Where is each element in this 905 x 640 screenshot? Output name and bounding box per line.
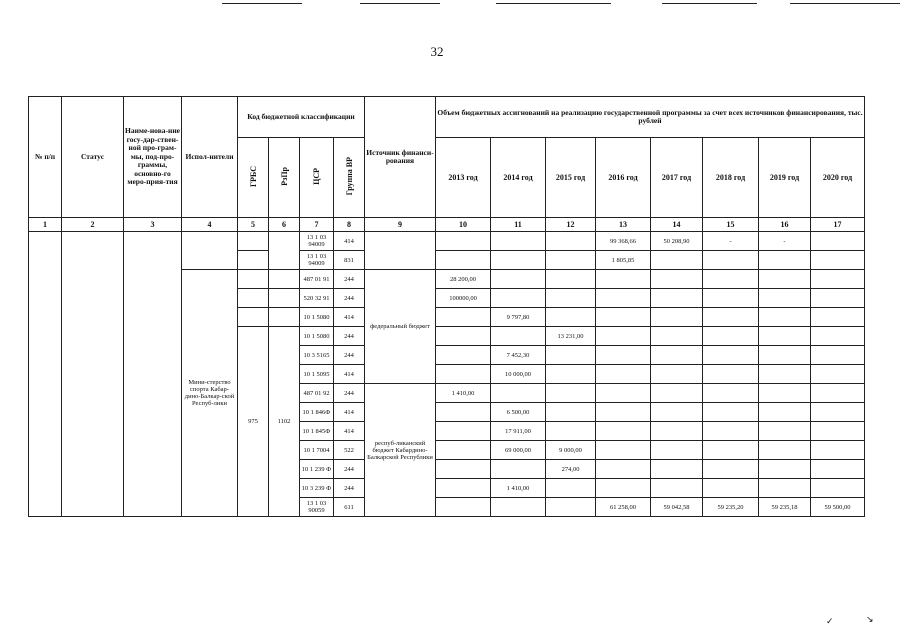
value-cell (546, 232, 596, 251)
header-year: 2017 год (651, 138, 703, 218)
value-cell (811, 479, 865, 498)
value-cell (759, 365, 811, 384)
value-cell (811, 403, 865, 422)
csr-cell: 13 1 03 90059 (300, 498, 334, 517)
value-cell (436, 346, 491, 365)
header-source: Источник финанси-рования (365, 97, 436, 218)
header-year: 2019 год (759, 138, 811, 218)
value-cell (651, 251, 703, 270)
column-number: 6 (269, 218, 300, 232)
value-cell (811, 460, 865, 479)
value-cell (491, 460, 546, 479)
grbs-merged-cell: 975 (238, 327, 269, 517)
value-cell (436, 460, 491, 479)
value-cell (759, 403, 811, 422)
value-cell (491, 384, 546, 403)
value-cell (703, 441, 759, 460)
value-cell (596, 270, 651, 289)
vr-cell: 244 (334, 289, 365, 308)
value-cell (811, 384, 865, 403)
value-cell (759, 308, 811, 327)
value-cell: 1 805,85 (596, 251, 651, 270)
header-year: 2015 год (546, 138, 596, 218)
column-number: 1 (29, 218, 62, 232)
vr-cell: 244 (334, 479, 365, 498)
executor-cell-top (182, 232, 238, 270)
value-cell (596, 403, 651, 422)
value-cell (436, 403, 491, 422)
value-cell (703, 384, 759, 403)
rzpr-cell (269, 308, 300, 327)
value-cell (546, 384, 596, 403)
source-cell-top (365, 232, 436, 270)
csr-cell: 10 1 239 Ф (300, 460, 334, 479)
value-cell (759, 384, 811, 403)
column-number: 16 (759, 218, 811, 232)
value-cell: 59 235,20 (703, 498, 759, 517)
value-cell: - (703, 232, 759, 251)
value-cell (436, 479, 491, 498)
column-number: 15 (703, 218, 759, 232)
vr-cell: 244 (334, 270, 365, 289)
value-cell (546, 498, 596, 517)
value-cell (651, 384, 703, 403)
value-cell (546, 403, 596, 422)
value-cell (651, 308, 703, 327)
vr-cell: 611 (334, 498, 365, 517)
source-republic-cell: респуб-ликанский бюджет Кабардино-Балкарской Республики (365, 384, 436, 517)
value-cell (546, 251, 596, 270)
vr-cell: 414 (334, 365, 365, 384)
value-cell: 10 000,00 (491, 365, 546, 384)
vr-cell: 244 (334, 460, 365, 479)
value-cell (811, 422, 865, 441)
vr-cell: 244 (334, 346, 365, 365)
value-cell (759, 270, 811, 289)
value-cell (759, 251, 811, 270)
value-cell (811, 346, 865, 365)
csr-cell: 487 01 92 (300, 384, 334, 403)
vr-cell: 414 (334, 308, 365, 327)
value-cell (596, 289, 651, 308)
vr-cell: 414 (334, 422, 365, 441)
value-cell (596, 479, 651, 498)
header-budget-code: Код бюджетной классификации (238, 97, 365, 138)
column-number: 10 (436, 218, 491, 232)
value-cell (811, 251, 865, 270)
csr-cell: 10 1 5080 (300, 327, 334, 346)
value-cell (651, 460, 703, 479)
value-cell (436, 498, 491, 517)
value-cell: 9 000,00 (546, 441, 596, 460)
value-cell: 100000,00 (436, 289, 491, 308)
value-cell (546, 365, 596, 384)
header-year: 2018 год (703, 138, 759, 218)
value-cell (436, 422, 491, 441)
value-cell (546, 422, 596, 441)
value-cell (491, 270, 546, 289)
page-number: 32 (430, 44, 444, 59)
rzpr-cell-top (269, 232, 300, 270)
value-cell (703, 460, 759, 479)
value-cell (811, 365, 865, 384)
value-cell (703, 270, 759, 289)
value-cell (811, 289, 865, 308)
column-number: 3 (124, 218, 182, 232)
value-cell: 69 000,00 (491, 441, 546, 460)
vr-cell: 522 (334, 441, 365, 460)
budget-table (28, 96, 865, 517)
no-cell (29, 232, 62, 517)
value-cell (703, 403, 759, 422)
column-number: 7 (300, 218, 334, 232)
column-number: 13 (596, 218, 651, 232)
value-cell (491, 498, 546, 517)
value-cell (811, 232, 865, 251)
top-rule-3 (496, 3, 611, 4)
value-cell (703, 422, 759, 441)
value-cell (811, 270, 865, 289)
csr-cell: 13 1 03 94009 (300, 251, 334, 270)
value-cell (436, 365, 491, 384)
header-csr: ЦСР (300, 138, 334, 218)
source-federal-cell: федеральный бюджет (365, 270, 436, 384)
value-cell (651, 422, 703, 441)
value-cell (596, 308, 651, 327)
column-number: 9 (365, 218, 436, 232)
executor-cell: Мини-стерство спорта Кабар-дино-Балкар-ской Респуб-лики (182, 270, 238, 517)
value-cell (596, 365, 651, 384)
rzpr-merged-cell: 1102 (269, 327, 300, 517)
header-year: 2016 год (596, 138, 651, 218)
value-cell (759, 289, 811, 308)
header-year: 2014 год (491, 138, 546, 218)
value-cell: 17 911,00 (491, 422, 546, 441)
header-executors: Испол-нители (182, 97, 238, 218)
top-rule-4 (662, 3, 757, 4)
column-number-row (29, 218, 865, 232)
value-cell: 99 368,66 (596, 232, 651, 251)
vr-cell: 244 (334, 384, 365, 403)
csr-cell: 10 1 5095 (300, 365, 334, 384)
value-cell (759, 346, 811, 365)
value-cell: 13 231,00 (546, 327, 596, 346)
header-no: № п/п (29, 97, 62, 218)
value-cell (546, 479, 596, 498)
value-cell (703, 479, 759, 498)
value-cell (436, 441, 491, 460)
value-cell (596, 384, 651, 403)
header-year: 2020 год (811, 138, 865, 218)
csr-cell: 10 1 5080 (300, 308, 334, 327)
value-cell (651, 346, 703, 365)
column-number: 17 (811, 218, 865, 232)
value-cell (596, 441, 651, 460)
grbs-cell (238, 289, 269, 308)
value-cell (651, 479, 703, 498)
grbs-cell (238, 270, 269, 289)
column-number: 12 (546, 218, 596, 232)
value-cell: 1 410,00 (491, 479, 546, 498)
grbs-cell (238, 232, 269, 251)
column-number: 2 (62, 218, 124, 232)
value-cell (546, 270, 596, 289)
value-cell (546, 346, 596, 365)
value-cell (596, 422, 651, 441)
value-cell: 59 042,58 (651, 498, 703, 517)
value-cell (651, 270, 703, 289)
csr-cell: 520 32 91 (300, 289, 334, 308)
name-cell (124, 232, 182, 517)
value-cell (703, 251, 759, 270)
vr-cell: 244 (334, 327, 365, 346)
top-rule-5 (790, 3, 900, 4)
header-volume: Объем бюджетных ассигнований на реализацию государственной программы за счет всех источников финансирования, тыс. рублей (436, 97, 865, 138)
column-number: 4 (182, 218, 238, 232)
csr-cell: 10 3 5165 (300, 346, 334, 365)
value-cell (703, 346, 759, 365)
value-cell: 61 258,00 (596, 498, 651, 517)
value-cell (651, 441, 703, 460)
top-rule-2 (360, 3, 440, 4)
table-row (29, 232, 865, 251)
column-number: 5 (238, 218, 269, 232)
value-cell (651, 365, 703, 384)
header-year: 2013 год (436, 138, 491, 218)
value-cell (759, 460, 811, 479)
csr-cell: 487 01 91 (300, 270, 334, 289)
column-number: 11 (491, 218, 546, 232)
header-status: Статус (62, 97, 124, 218)
value-cell (759, 327, 811, 346)
grbs-cell (238, 251, 269, 270)
value-cell (811, 441, 865, 460)
csr-cell: 10 1 845Ф (300, 422, 334, 441)
value-cell: 1 410,00 (436, 384, 491, 403)
value-cell (703, 327, 759, 346)
corner-mark: ✓ (826, 616, 834, 626)
header-grbs: ГРБС (238, 138, 269, 218)
value-cell (546, 308, 596, 327)
value-cell: - (759, 232, 811, 251)
value-cell (811, 308, 865, 327)
value-cell: 59 235,18 (759, 498, 811, 517)
rzpr-cell (269, 270, 300, 289)
rzpr-cell (269, 289, 300, 308)
value-cell: 59 500,00 (811, 498, 865, 517)
csr-cell: 10 1 846Ф (300, 403, 334, 422)
value-cell (596, 327, 651, 346)
header-vr: Группа ВР (334, 138, 365, 218)
column-number: 8 (334, 218, 365, 232)
value-cell: 7 452,30 (491, 346, 546, 365)
value-cell: 9 797,80 (491, 308, 546, 327)
value-cell (759, 441, 811, 460)
value-cell: 50 208,90 (651, 232, 703, 251)
value-cell (436, 232, 491, 251)
header-rzpr: РзПр (269, 138, 300, 218)
value-cell (596, 346, 651, 365)
top-rule-1 (222, 3, 302, 4)
value-cell (703, 289, 759, 308)
value-cell (436, 327, 491, 346)
column-number: 14 (651, 218, 703, 232)
vr-cell: 414 (334, 403, 365, 422)
value-cell (436, 308, 491, 327)
value-cell (491, 289, 546, 308)
value-cell: 6 500,00 (491, 403, 546, 422)
vr-cell: 414 (334, 232, 365, 251)
value-cell (546, 289, 596, 308)
header-name: Наиме-нова-ние госу-дар-ствен-ной про-грам-мы, под-про-граммы, основно-го меро-прия-тия (124, 97, 182, 218)
value-cell (703, 308, 759, 327)
csr-cell: 13 1 03 94009 (300, 232, 334, 251)
grbs-cell (238, 308, 269, 327)
corner-mark: ↘ (866, 614, 874, 624)
value-cell: 274,00 (546, 460, 596, 479)
value-cell: 28 200,00 (436, 270, 491, 289)
value-cell (491, 327, 546, 346)
value-cell (703, 365, 759, 384)
value-cell (651, 403, 703, 422)
csr-cell: 10 3 239 Ф (300, 479, 334, 498)
value-cell (651, 327, 703, 346)
value-cell (491, 251, 546, 270)
value-cell (759, 479, 811, 498)
value-cell (811, 327, 865, 346)
value-cell (436, 251, 491, 270)
value-cell (651, 289, 703, 308)
value-cell (759, 422, 811, 441)
status-cell (62, 232, 124, 517)
csr-cell: 10 1 7004 (300, 441, 334, 460)
value-cell (596, 460, 651, 479)
vr-cell: 831 (334, 251, 365, 270)
value-cell (491, 232, 546, 251)
